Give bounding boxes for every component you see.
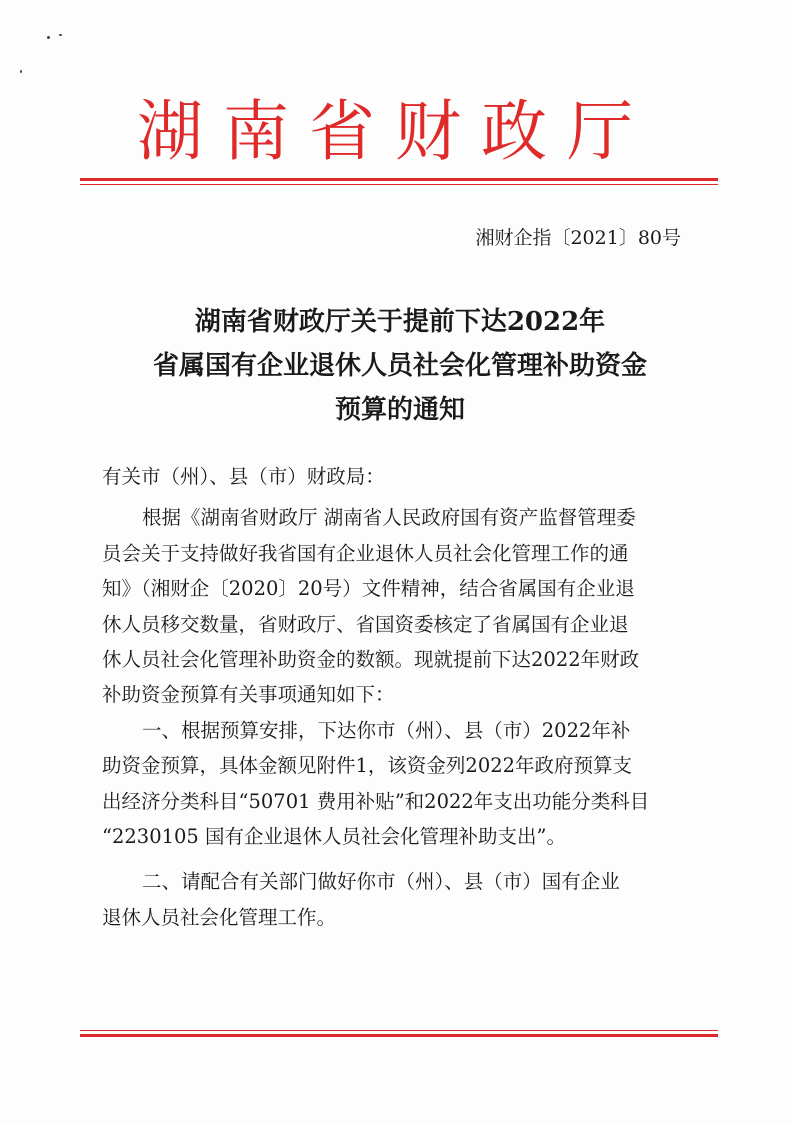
issuer-letterhead: 湖南省财政厅 <box>137 93 653 170</box>
scan-speck <box>59 34 62 36</box>
paragraph <box>102 500 702 712</box>
text-line: 一、根据预算安排，下达你市（州）、县（市）2022年补 <box>142 718 631 742</box>
footer-rule-thick <box>80 1034 718 1037</box>
text-line: 助资金预算，具体金额见附件1，该资金列2022年政府预算支 <box>102 754 633 778</box>
footer-rule-thin <box>80 1030 718 1031</box>
text-line: 员会关于支持做好我省国有企业退休人员社会化管理工作的通 <box>102 541 629 565</box>
paragraph <box>102 713 702 855</box>
text-line: 知》（湘财企〔2020〕20号）文件精神，结合省属国有企业退 <box>102 577 635 601</box>
text-line: 出经济分类科目“50701 费用补贴”和2022年支出功能分类科目 <box>102 789 650 813</box>
text-line: 补助资金预算有关事项通知如下： <box>102 683 395 707</box>
text-line: “2230105 国有企业退休人员社会化管理补助支出”。 <box>102 824 566 848</box>
document-title <box>80 300 720 432</box>
title-line: 湖南省财政厅关于提前下达2022年 <box>194 307 606 337</box>
scan-speck <box>20 70 22 73</box>
text-line: 二、请配合有关部门做好你市（州）、县（市）国有企业 <box>142 870 620 894</box>
document-body <box>102 459 702 935</box>
title-line: 省属国有企业退休人员社会化管理补助资金 <box>152 351 647 381</box>
text-line: 退休人员社会化管理工作。 <box>102 905 337 929</box>
header-rule-thick <box>80 178 718 181</box>
addressee: 有关市（州）、县（市）财政局： <box>102 465 385 488</box>
paragraph <box>102 864 702 935</box>
header-rule-thin <box>80 184 718 185</box>
document-number: 湘财企指〔2021〕80号 <box>475 227 681 249</box>
scan-speck <box>47 36 50 39</box>
text-line: 根据《湖南省财政厅 湖南省人民政府国有资产监督管理委 <box>142 506 636 530</box>
title-line: 预算的通知 <box>334 395 465 425</box>
text-line: 休人员社会化管理补助资金的数额。现就提前下达2022年财政 <box>102 647 640 671</box>
text-line: 休人员移交数量，省财政厅、省国资委核定了省属国有企业退 <box>102 612 629 636</box>
